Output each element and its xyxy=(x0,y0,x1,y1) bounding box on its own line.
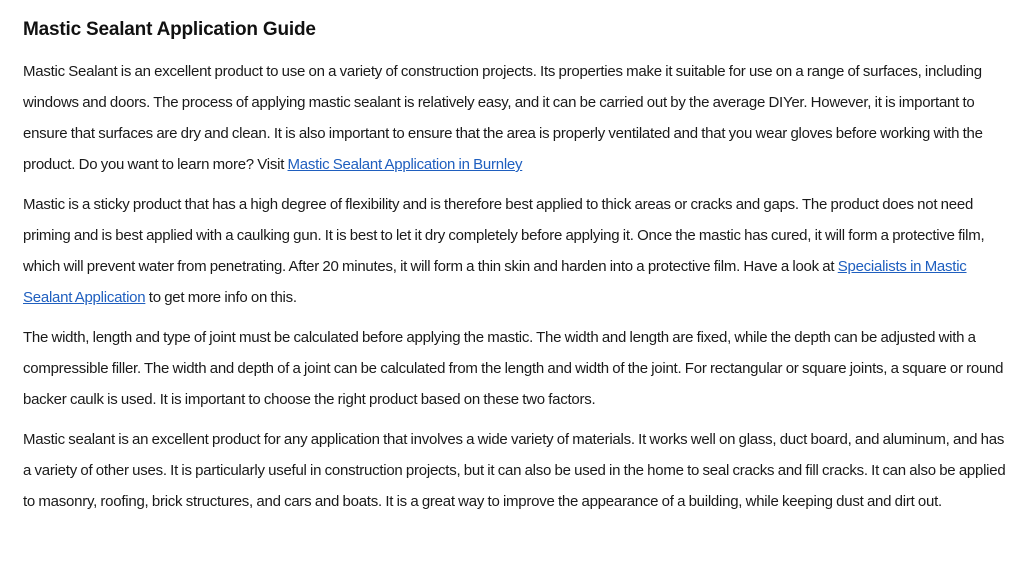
link-mastic-sealant-application-burnley[interactable]: Mastic Sealant Application in Burnley xyxy=(287,156,523,173)
link-specialists-mastic-sealant[interactable]: Specialists in Mastic Sealant Application xyxy=(23,258,967,306)
paragraph-intro-text: Mastic Sealant is an excellent product to use on a variety of construction projects. Its properties make it suitable for use on a range of surfaces, including windows and doors. The process of applying mastic sealant is relatively easy, and it can be carried out by the average DIYer. However, it is important to ensure that surfaces are dry and clean. It is also important to ensure that the area is properly ventilated and that you wear gloves before working with the product. Do you want to learn more? Visit xyxy=(23,63,983,173)
paragraph-properties xyxy=(23,189,1006,313)
paragraph-intro xyxy=(23,56,1006,180)
page-title: Mastic Sealant Application Guide xyxy=(23,19,316,40)
paragraph-joints: The width, length and type of joint must be calculated before applying the mastic. The width and length are fixed, while the depth can be adjusted with a compressible filler. The width and depth of a joint can be calculated from the length and width of the joint. For rectangular or square joints, a square or round backer caulk is used. It is important to choose the right product based on these two factors. xyxy=(23,329,1004,408)
paragraph-properties-tail: to get more info on this. xyxy=(145,289,297,306)
paragraph-uses: Mastic sealant is an excellent product for any application that involves a wide variety of materials. It works well on glass, duct board, and aluminum, and has a variety of other uses. It is particularly useful in construction projects, but it can also be used in the home to seal cracks and fill cracks. It can also be applied to masonry, roofing, brick structures, and cars and boats. It is a great way to improve the appearance of a building, while keeping dust and dirt out. xyxy=(23,431,1006,510)
paragraph-properties-text: Mastic is a sticky product that has a high degree of flexibility and is therefore best applied to thick areas or cracks and gaps. The product does not need priming and is best applied with a caulking gun. It is best to let it dry completely before applying it. Once the mastic has cured, it will form a protective film, which will prevent water from penetrating. After 20 minutes, it will form a thin skin and harden into a protective film. Have a look at xyxy=(23,196,985,275)
